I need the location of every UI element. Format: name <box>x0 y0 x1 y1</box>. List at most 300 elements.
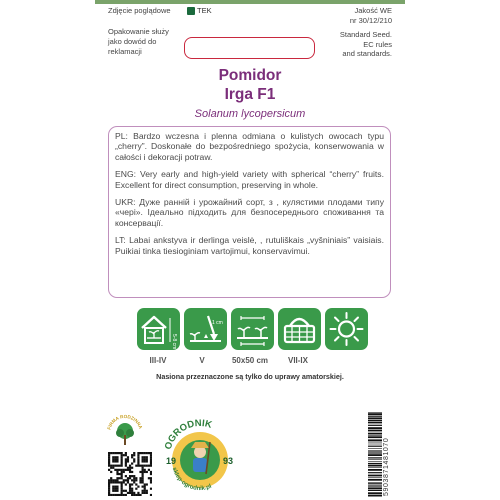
qr-module <box>114 469 116 471</box>
qr-module <box>144 465 146 467</box>
qr-module <box>127 477 129 479</box>
qr-module <box>108 486 110 488</box>
qr-module <box>133 481 135 483</box>
qr-module <box>150 458 152 460</box>
qr-module <box>118 473 120 475</box>
barcode-bar <box>368 467 382 468</box>
spacing-icon <box>231 308 274 350</box>
qr-module <box>150 494 152 496</box>
barcode-bar <box>368 457 382 458</box>
qr-module <box>116 490 118 492</box>
qr-module <box>125 452 127 454</box>
barcode-bar <box>368 446 382 447</box>
qr-module <box>133 452 135 454</box>
qr-module <box>121 462 123 464</box>
qr-module <box>137 458 139 460</box>
family-firm-logo <box>104 409 146 453</box>
qr-module <box>121 458 123 460</box>
qr-module <box>133 454 135 456</box>
qr-module <box>112 460 114 462</box>
barcode-bar <box>368 450 382 451</box>
qr-module <box>108 490 110 492</box>
qr-module <box>137 462 139 464</box>
qr-module <box>150 454 152 456</box>
barcode-bar <box>368 495 382 497</box>
amateur-use-note: Nasiona przeznaczone są tylko do uprawy amatorskiej. <box>156 372 344 381</box>
qr-module <box>135 488 137 490</box>
qr-module <box>121 486 123 488</box>
tek-mark <box>187 6 212 15</box>
qr-module <box>121 488 123 490</box>
qr-module <box>146 492 148 494</box>
qr-module <box>108 458 110 460</box>
qr-module <box>150 460 152 462</box>
qr-module <box>127 460 129 462</box>
qr-module <box>142 456 144 458</box>
qr-module <box>139 452 141 454</box>
qr-module <box>146 460 148 462</box>
description-ukr: UKR: Дуже ранній і урожайний сорт, з , кулястими плодами типу «черi». Ідеально підходить для безпосереднього споживання та консервації. <box>115 197 384 228</box>
barcode-bar <box>368 416 382 417</box>
qr-module <box>133 460 135 462</box>
qr-module <box>142 477 144 479</box>
qr-module <box>150 471 152 473</box>
harvest-period-label: VII-IX <box>287 356 308 365</box>
qr-module <box>148 452 150 454</box>
qr-module <box>116 488 118 490</box>
barcode-bar <box>368 465 382 467</box>
qr-module <box>114 452 116 454</box>
qr-module <box>129 465 131 467</box>
qr-module <box>123 454 125 456</box>
variety-name: Irga F1 <box>224 86 276 103</box>
qr-module <box>131 456 133 458</box>
qr-module <box>108 460 110 462</box>
qr-module <box>123 469 125 471</box>
qr-module <box>123 479 125 481</box>
spacing-label: 50x50 cm <box>231 356 269 365</box>
brand-url: sklep-ogrodnik.pl <box>170 466 213 493</box>
qr-module <box>112 486 114 488</box>
qr-module <box>139 479 141 481</box>
qr-module <box>146 456 148 458</box>
barcode-bar <box>368 452 382 453</box>
qr-module <box>121 460 123 462</box>
standard-line: and standards. <box>342 49 392 58</box>
qr-module <box>144 460 146 462</box>
qr-module <box>125 462 127 464</box>
qr-module <box>144 483 146 485</box>
qr-module <box>129 467 131 469</box>
qr-module <box>116 458 118 460</box>
qr-module <box>146 483 148 485</box>
qr-module <box>135 477 137 479</box>
firm-text: FIRMA RODZINNA <box>106 413 144 431</box>
qr-module <box>150 488 152 490</box>
barcode-bar <box>368 479 382 481</box>
qr-module <box>142 481 144 483</box>
barcode-bar <box>368 482 382 483</box>
cultivation-icons <box>137 308 368 352</box>
qr-module <box>121 465 123 467</box>
qr-module <box>135 479 137 481</box>
qr-module <box>150 465 152 467</box>
qr-module <box>116 486 118 488</box>
barcode-bar <box>368 412 382 413</box>
qr-module <box>129 488 131 490</box>
barcode-bar <box>368 487 382 489</box>
quality-line: nr 30/12/210 <box>349 15 392 25</box>
qr-module <box>114 490 116 492</box>
qr-module <box>112 494 114 496</box>
qr-module <box>135 494 137 496</box>
qr-module <box>116 456 118 458</box>
qr-module <box>114 488 116 490</box>
year-right: 93 <box>223 456 234 466</box>
harvest-basket-icon <box>278 308 321 350</box>
qr-module <box>150 481 152 483</box>
qr-module <box>108 452 110 454</box>
qr-module <box>131 462 133 464</box>
qr-module <box>114 486 116 488</box>
qr-module <box>116 452 118 454</box>
qr-module <box>121 490 123 492</box>
qr-module <box>150 477 152 479</box>
qr-module <box>150 456 152 458</box>
planting-period-label: V <box>199 356 205 365</box>
tek-logo-icon <box>187 7 195 15</box>
qr-module <box>125 494 127 496</box>
qr-module <box>108 456 110 458</box>
qr-module <box>129 471 131 473</box>
barcode-bar <box>368 483 382 484</box>
qr-module <box>108 462 110 464</box>
qr-module <box>108 488 110 490</box>
qr-module <box>125 490 127 492</box>
qr-module <box>110 471 112 473</box>
qr-module <box>142 467 144 469</box>
batch-stamp-box <box>184 37 315 59</box>
qr-module <box>137 452 139 454</box>
qr-module <box>121 452 123 454</box>
qr-module <box>114 458 116 460</box>
qr-module <box>131 494 133 496</box>
qr-module <box>114 481 116 483</box>
qr-module <box>123 494 125 496</box>
qr-module <box>146 490 148 492</box>
photo-note: Zdjęcie poglądowe <box>108 6 171 15</box>
qr-module <box>121 473 123 475</box>
qr-module <box>127 467 129 469</box>
description-box <box>108 126 391 298</box>
barcode-bar <box>368 459 382 460</box>
qr-module <box>116 477 118 479</box>
qr-module <box>148 477 150 479</box>
qr-module <box>108 465 110 467</box>
quality-line: Jakość WE <box>354 6 392 15</box>
qr-module <box>142 490 144 492</box>
tek-label: TEK <box>197 6 212 15</box>
qr-module <box>121 477 123 479</box>
qr-module <box>150 452 152 454</box>
qr-module <box>131 471 133 473</box>
qr-module <box>142 469 144 471</box>
qr-module <box>129 477 131 479</box>
barcode-bar <box>368 486 382 487</box>
barcode-bar <box>368 417 382 419</box>
qr-module <box>110 465 112 467</box>
qr-module <box>129 486 131 488</box>
qr-module <box>146 458 148 460</box>
qr-module <box>125 454 127 456</box>
qr-module <box>142 479 144 481</box>
qr-module <box>121 481 123 483</box>
qr-module <box>108 492 110 494</box>
standard-note <box>302 30 392 59</box>
qr-module <box>125 465 127 467</box>
qr-module <box>116 469 118 471</box>
qr-module <box>118 452 120 454</box>
qr-module <box>114 465 116 467</box>
qr-module <box>116 460 118 462</box>
qr-module <box>135 465 137 467</box>
qr-module <box>137 456 139 458</box>
qr-module <box>142 465 144 467</box>
qr-module <box>121 475 123 477</box>
qr-module <box>125 469 127 471</box>
qr-module <box>129 475 131 477</box>
qr-module <box>142 458 144 460</box>
qr-module <box>121 471 123 473</box>
qr-module <box>144 471 146 473</box>
barcode-bar <box>368 448 382 449</box>
brand-name: OGRODNIK <box>162 417 214 451</box>
keep-note: Opakowanie służy jako dowód do reklamacji <box>108 27 169 56</box>
qr-module <box>114 479 116 481</box>
qr-module <box>123 481 125 483</box>
qr-module <box>139 481 141 483</box>
qr-module <box>131 475 133 477</box>
qr-module <box>127 479 129 481</box>
qr-module <box>114 460 116 462</box>
qr-module <box>131 479 133 481</box>
qr-module <box>133 479 135 481</box>
qr-module <box>148 465 150 467</box>
qr-module <box>129 483 131 485</box>
qr-module <box>108 481 110 483</box>
qr-module <box>118 494 120 496</box>
barcode-bar <box>368 477 382 478</box>
barcode-bar <box>368 430 382 432</box>
qr-module <box>144 492 146 494</box>
top-photo-strip <box>95 0 405 4</box>
qr-module <box>144 486 146 488</box>
qr-module <box>112 479 114 481</box>
qr-module <box>133 475 135 477</box>
qr-module <box>137 494 139 496</box>
qr-module <box>116 471 118 473</box>
qr-module <box>146 452 148 454</box>
qr-module <box>144 488 146 490</box>
qr-module <box>127 492 129 494</box>
qr-module <box>127 481 129 483</box>
qr-module <box>142 452 144 454</box>
qr-module <box>125 460 127 462</box>
qr-module <box>127 456 129 458</box>
qr-module <box>133 492 135 494</box>
qr-module <box>131 467 133 469</box>
qr-module <box>142 486 144 488</box>
qr-module <box>131 454 133 456</box>
qr-module <box>112 452 114 454</box>
barcode-bar <box>368 439 382 441</box>
qr-module <box>112 467 114 469</box>
qr-module <box>137 492 139 494</box>
qr-module <box>118 477 120 479</box>
barcode-bar <box>368 425 382 426</box>
qr-module <box>108 454 110 456</box>
qr-module <box>125 475 127 477</box>
barcode-bar <box>368 433 382 435</box>
qr-module <box>118 481 120 483</box>
qr-module <box>110 479 112 481</box>
barcode-bar <box>368 427 382 429</box>
barcode-bar <box>368 436 382 438</box>
description-lt: LT: Labai ankstyva ir derlinga veislė, , rutuliškais „vyšniniais” vaisiais. Puikiai tinka tiesioginiam vartojimui, konservavimui. <box>115 235 384 256</box>
barcode-digits: 5903871481070 <box>383 437 390 496</box>
qr-module <box>131 488 133 490</box>
qr-module <box>137 454 139 456</box>
qr-module <box>146 471 148 473</box>
qr-module <box>116 494 118 496</box>
qr-module <box>131 483 133 485</box>
qr-module <box>127 458 129 460</box>
qr-module <box>112 490 114 492</box>
sowing-period-label: III-IV <box>149 356 167 365</box>
barcode-bar <box>368 485 382 486</box>
qr-module <box>108 469 110 471</box>
qr-module <box>133 494 135 496</box>
barcode-bar <box>368 444 382 445</box>
description-pl: PL: Bardzo wczesna i plenna odmiana o kulistych owocach typu „cherry”. Doskonałe do bezpośredniego spożycia, konserwowania w całości i dekoracji potraw. <box>115 131 384 162</box>
qr-module <box>137 460 139 462</box>
qr-module <box>139 494 141 496</box>
qr-module <box>133 458 135 460</box>
product-name: Pomidor <box>218 67 282 84</box>
qr-module <box>139 471 141 473</box>
qr-module <box>142 473 144 475</box>
standard-line: EC rules <box>363 39 392 49</box>
qr-module <box>142 475 144 477</box>
barcode-bar <box>368 442 382 443</box>
qr-module <box>121 494 123 496</box>
qr-module <box>125 458 127 460</box>
depth-label: 1 cm <box>212 320 223 326</box>
qr-module <box>146 465 148 467</box>
qr-module <box>129 492 131 494</box>
qr-module <box>121 469 123 471</box>
barcode-bar <box>368 435 382 436</box>
ogrodnik-logo <box>160 412 240 500</box>
barcode-bar <box>368 420 382 421</box>
qr-module <box>110 452 112 454</box>
qr-module <box>142 460 144 462</box>
qr-module <box>135 483 137 485</box>
qr-module <box>137 465 139 467</box>
qr-module <box>112 465 114 467</box>
qr-module <box>139 465 141 467</box>
qr-module <box>121 456 123 458</box>
qr-module <box>121 454 123 456</box>
qr-module <box>129 490 131 492</box>
barcode-bar <box>368 475 382 477</box>
barcode-bar <box>368 461 382 462</box>
qr-module <box>144 490 146 492</box>
qr-module <box>118 469 120 471</box>
qr-module <box>110 477 112 479</box>
qr-module <box>123 471 125 473</box>
barcode-bar <box>368 472 382 473</box>
qr-module <box>125 479 127 481</box>
barcode-bar <box>368 451 382 452</box>
barcode-bar <box>368 490 382 491</box>
qr-module <box>108 494 110 496</box>
qr-module <box>142 471 144 473</box>
barcode-bar <box>368 454 382 456</box>
year-left: 19 <box>166 456 177 466</box>
qr-module <box>144 456 146 458</box>
qr-module <box>112 481 114 483</box>
qr-module <box>123 490 125 492</box>
quality-note <box>350 6 392 25</box>
barcode-bar <box>368 413 382 415</box>
qr-module <box>110 467 112 469</box>
qr-module <box>116 479 118 481</box>
qr-code <box>108 452 152 496</box>
qr-module <box>127 469 129 471</box>
barcode-bar <box>368 422 382 424</box>
barcode-bar <box>368 492 382 494</box>
greenhouse-sowing-icon <box>137 308 180 350</box>
qr-module <box>110 481 112 483</box>
qr-module <box>112 488 114 490</box>
qr-module <box>137 486 139 488</box>
barcode-bar <box>368 469 382 471</box>
qr-module <box>108 483 110 485</box>
qr-module <box>144 452 146 454</box>
qr-module <box>131 492 133 494</box>
qr-module <box>129 469 131 471</box>
sun-icon <box>325 308 368 350</box>
latin-name: Solanum lycopersicum <box>194 108 306 120</box>
qr-module <box>150 473 152 475</box>
qr-module <box>150 479 152 481</box>
qr-module <box>131 490 133 492</box>
qr-module <box>144 458 146 460</box>
qr-module <box>133 477 135 479</box>
qr-module <box>114 456 116 458</box>
qr-module <box>121 492 123 494</box>
qr-module <box>121 483 123 485</box>
barcode-bar <box>368 463 382 464</box>
qr-module <box>118 465 120 467</box>
qr-module <box>116 481 118 483</box>
qr-module <box>112 456 114 458</box>
qr-module <box>110 494 112 496</box>
qr-module <box>108 479 110 481</box>
description-en: ENG: Very early and high-yield variety with spherical “cherry” fruits. Excellent for direct consumption, preserving in whole. <box>115 169 384 190</box>
planting-out-icon <box>184 308 227 350</box>
